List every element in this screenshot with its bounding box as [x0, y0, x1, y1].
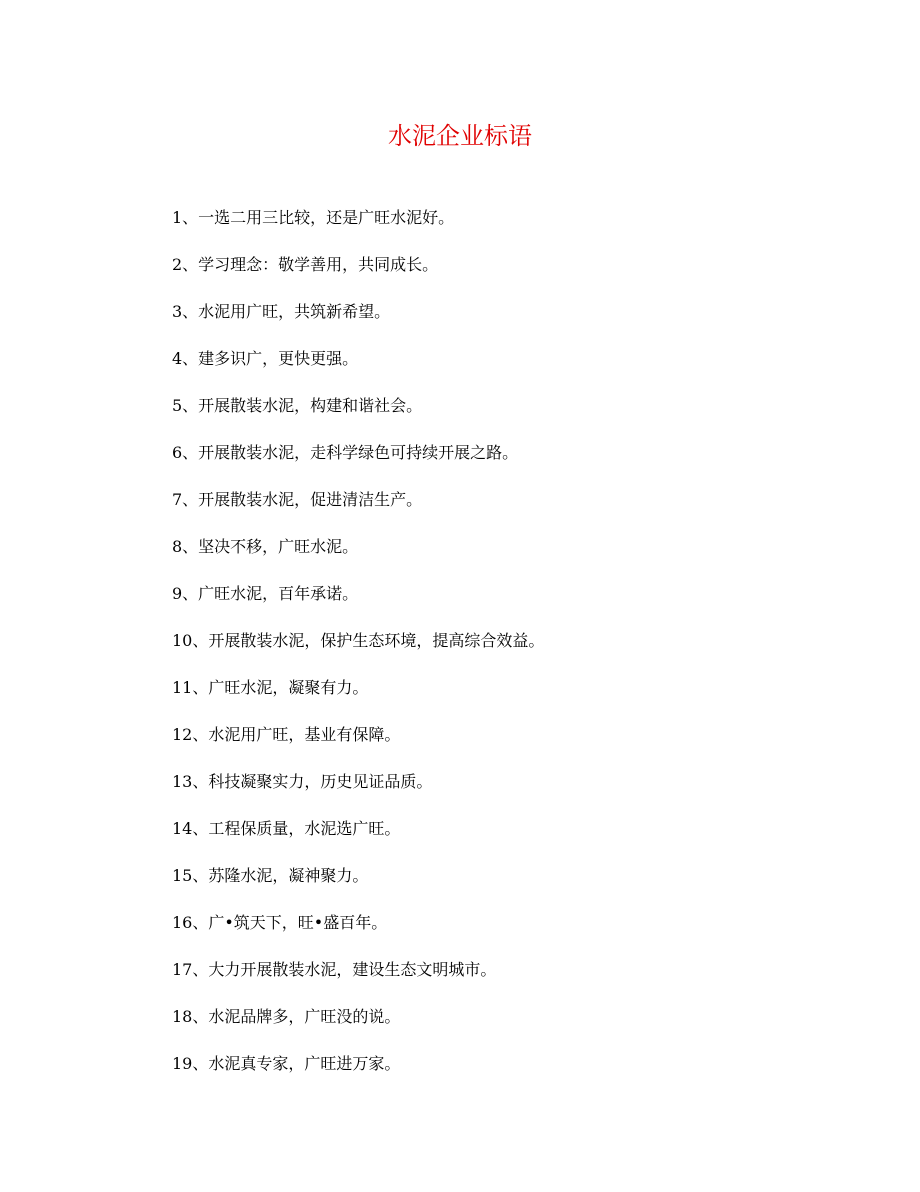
slogan-list — [172, 206, 792, 1099]
slogan-item: 2、学习理念：敬学善用，共同成长。 — [172, 255, 439, 274]
slogan-item: 12、水泥用广旺，基业有保障。 — [172, 725, 401, 744]
slogan-item: 10、开展散装水泥，保护生态环境，提高综合效益。 — [172, 631, 545, 650]
slogan-item: 1、一选二用三比较，还是广旺水泥好。 — [172, 208, 455, 227]
slogan-item: 15、苏隆水泥，凝神聚力。 — [172, 866, 369, 885]
slogan-item: 9、广旺水泥，百年承诺。 — [172, 584, 359, 603]
document-title: 水泥企业标语 — [388, 122, 532, 150]
slogan-item: 3、水泥用广旺，共筑新希望。 — [172, 302, 391, 321]
slogan-item: 5、开展散装水泥，构建和谐社会。 — [172, 396, 423, 415]
slogan-item: 11、广旺水泥，凝聚有力。 — [172, 678, 369, 697]
slogan-item: 8、坚决不移，广旺水泥。 — [172, 537, 359, 556]
slogan-item: 16、广•筑天下，旺•盛百年。 — [172, 913, 388, 932]
slogan-item: 6、开展散装水泥，走科学绿色可持续开展之路。 — [172, 443, 519, 462]
slogan-item: 7、开展散装水泥，促进清洁生产。 — [172, 490, 423, 509]
slogan-item: 19、水泥真专家，广旺进万家。 — [172, 1054, 401, 1073]
slogan-item: 17、大力开展散装水泥，建设生态文明城市。 — [172, 960, 497, 979]
slogan-item: 4、建多识广，更快更强。 — [172, 349, 359, 368]
slogan-item: 18、水泥品牌多，广旺没的说。 — [172, 1007, 401, 1026]
slogan-item: 14、工程保质量，水泥选广旺。 — [172, 819, 401, 838]
slogan-item: 13、科技凝聚实力，历史见证品质。 — [172, 772, 433, 791]
